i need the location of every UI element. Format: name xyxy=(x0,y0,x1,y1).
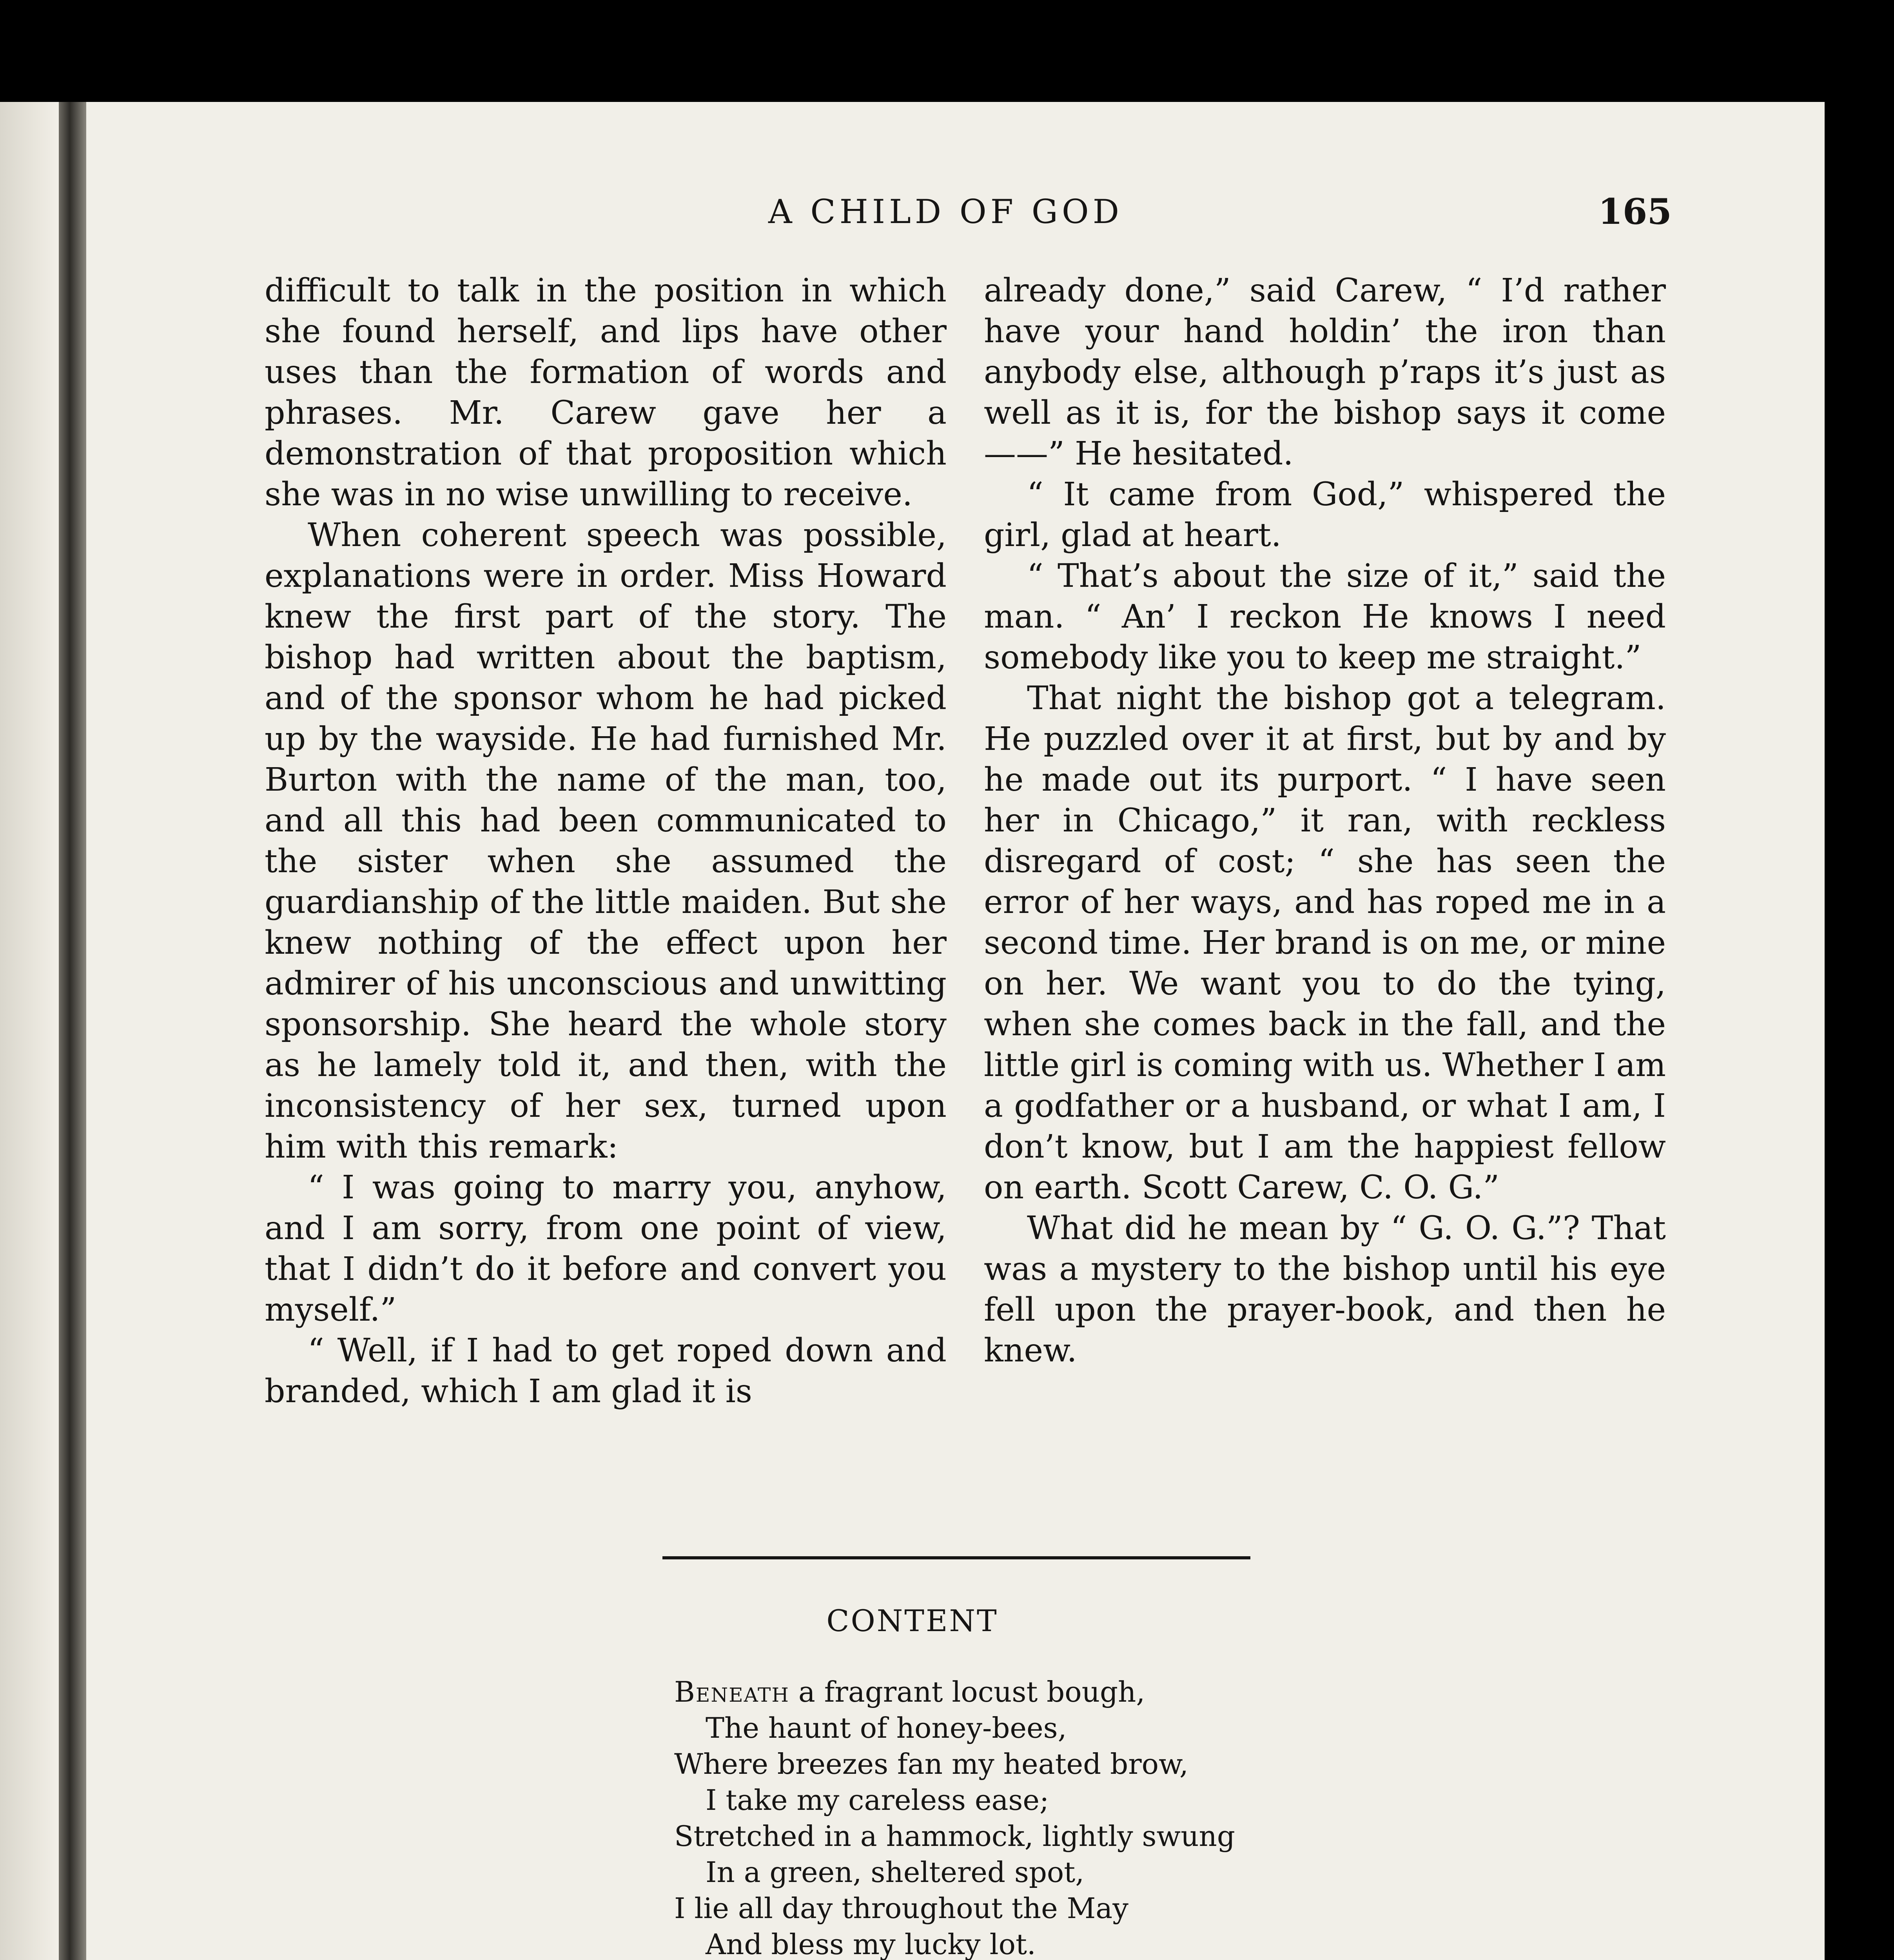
paragraph: “ I was going to marry you, anyhow, and I am sorry, from one point of view, that I didn’t do it before and convert you myself.” xyxy=(265,1169,947,1328)
left-text-column xyxy=(265,270,947,1412)
paragraph: That night the bishop got a telegram. He puzzled over it at first, but by and by he made out its purport. “ I have seen her in Chicago,” it ran, with reckless disregard of cost; “ she has seen the error of her ways, and has roped me in a second time. Her brand is on me, or mine on her. We want you to do the tying, when she comes back in the fall, and the little girl is coming with us. Whether I am a godfather or a husband, or what I am, I don’t know, but I am the happiest fellow on earth. Scott Carew, C. O. G.” xyxy=(984,680,1666,1206)
paragraph: “ That’s about the size of it,” said the man. “ An’ I reckon He knows I need somebody like you to keep me straight.” xyxy=(984,557,1666,676)
binding-gutter xyxy=(59,102,86,1960)
poem-title: CONTENT xyxy=(826,1603,998,1638)
poem-stanza-1 xyxy=(674,1674,1419,1960)
running-head xyxy=(768,188,1672,235)
poem-line: Stretched in a hammock, lightly swung xyxy=(674,1820,1235,1853)
poem-line: Where breezes fan my heated brow, xyxy=(674,1748,1188,1780)
paragraph: What did he mean by “ G. O. G.”? That was a mystery to the bishop until his eye fell upon the prayer-book, and then he knew. xyxy=(984,1210,1666,1369)
facing-page-edge xyxy=(0,102,59,1960)
paragraph: already done,” said Carew, “ I’d rather have your hand holdin’ the iron than anybody else, although p’raps it’s just as well as it is, for the bishop says it come——” He hesitated. xyxy=(984,272,1666,472)
section-divider xyxy=(662,1556,1250,1559)
poem-line xyxy=(674,1674,1419,1710)
paragraph: When coherent speech was possible, explanations were in order. Miss Howard knew the first part of the story. The bishop had written about the baptism, and of the sponsor whom he had picked up by the wayside. He had furnished Mr. Burton with the name of the man, too, and all this had been communicated to the sister when she assumed the guardianship of the little maiden. But she knew nothing of the effect upon her admirer of his unconscious and unwitting sponsorship. She heard the whole story as he lamely told it, and then, with the inconsistency of her sex, turned upon him with this remark: xyxy=(265,517,947,1165)
poem-first-word: Beneath xyxy=(674,1675,789,1708)
paragraph: “ It came from God,” whispered the girl, glad at heart. xyxy=(984,476,1666,554)
poem-line-text: a fragrant locust bough, xyxy=(789,1675,1145,1708)
poem-line: And bless my lucky lot. xyxy=(706,1928,1036,1960)
running-head-title: A CHILD OF GOD xyxy=(768,192,1123,231)
poem xyxy=(674,1674,1419,1960)
poem-line: In a green, sheltered spot, xyxy=(706,1856,1085,1889)
paragraph: difficult to talk in the position in which she found herself, and lips have other uses than the formation of words and phrases. Mr. Carew gave her a demonstration of that proposition which she was in no wise unwilling to receive. xyxy=(265,272,947,513)
poem-line: I take my careless ease; xyxy=(706,1784,1049,1817)
poem-line: I lie all day throughout the May xyxy=(674,1892,1128,1925)
book-page xyxy=(0,102,1825,1960)
poem-line: The haunt of honey-bees, xyxy=(706,1711,1067,1744)
right-text-column xyxy=(984,270,1666,1371)
paragraph: “ Well, if I had to get roped down and branded, which I am glad it is xyxy=(265,1332,947,1410)
page-number: 165 xyxy=(1598,191,1672,232)
